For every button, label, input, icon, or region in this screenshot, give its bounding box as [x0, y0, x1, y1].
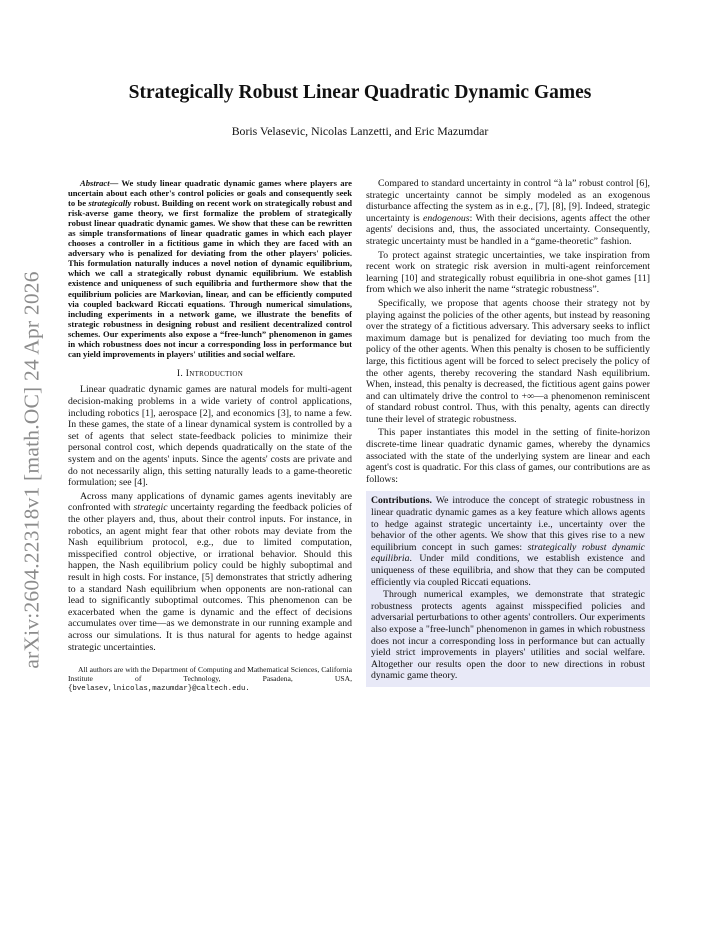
contributions-paragraph-1 [371, 495, 645, 588]
intro-paragraph-1: Linear quadratic dynamic games are natural models for multi-agent decision-making problems in a wide variety of control applications, including robotics [1], aerospace [2], and economics [3], to name a few. In these games, the state of a linear dynamical system is controlled by a set of agents that select state-feedback policies to minimize their personal control cost, which depends quadratically on the state of the system and on the agents' inputs. Since the agents' costs are private and do not necessarily align, this setting naturally leads to a game-theoretic formulation; see [4]. [68, 384, 352, 489]
right-paragraph-4: This paper instantiates this model in the setting of finite-horizon discrete-time linear quadratic dynamic games, whereby the dynamics associated with the state of the underlying system are linear and each agent's cost is quadratic. For this class of games, our contributions are as follows: [366, 427, 650, 485]
footnote-text: All authors are with the Department of Computing and Mathematical Sciences, California Institute of Technology, Pasadena, USA, [68, 665, 352, 684]
abstract [68, 178, 352, 359]
footnote-emails[interactable]: {bvelasev,lnicolas,mazumdar}@caltech.edu. [68, 685, 250, 694]
right-p1-after: : With their decisions, agents affect the other agents' decisions and, thus, the associated uncertainty. Consequently, strategic uncertainty must be handled in a “game-theoretic” fashion. [366, 212, 651, 247]
intro-p2-before: Across many applications of dynamic games agents inevitably are confronted with [68, 490, 352, 514]
contributions-label: Contributions. [371, 495, 432, 507]
right-p1-emph: endogenous [423, 212, 470, 224]
section-title: Introduction [185, 368, 244, 379]
contributions-box [366, 491, 650, 687]
paper-title: Strategically Robust Linear Quadratic Dynamic Games [128, 82, 592, 103]
left-column [68, 178, 352, 694]
abstract-text-after: robust. Building on recent work on strategically robust and risk-averse game theory, we first formalize the problem of strategically robust linear quadratic dynamic games. We show that these can be rewritten as simple transformations of linear quadratic games in which each player chooses a controller in a fictitious game in which they are faced with an adversary who is penalized for deviating from the other players' policies. This formulation naturally induces a novel notion of dynamic equilibrium, which we call a strategically robust dynamic equilibrium. We establish existence and uniqueness of such equilibria and furthermore show that the equilibrium policies are Markovian, linear, and can be efficiently computed via coupled backward Riccati equations. Through numerical simulations, including experiments in a network game, we illustrate the benefits of strategic robustness in designing robust and resilient decentralized control schemes. Our experiments also expose a “free-lunch” phenomenon in games in which robustness does not incur a corresponding loss in performance but can yield improvements in players' utilities and social welfare. [68, 198, 352, 359]
abstract-text-before: We study linear quadratic dynamic games where players are uncertain about each other's control policies or goals and consequently seek to be [68, 178, 352, 209]
paper-authors: Boris Velasevic, Nicolas Lanzetti, and Eric Mazumdar [231, 124, 489, 138]
arxiv-identifier [12, 270, 52, 670]
right-paragraph-3: Specifically, we propose that agents choose their strategy not by playing against the policies of the other agents, but instead by reasoning over the strategy of a fictitious adversary. This adversary seeks to inflict maximum damage but is penalized for deviating too much from the policy of the other agents. When this penalty is chosen to be sufficiently large, this fictitious agent will be forced to select precisely the policy of the other agents, thereby recovering the standard Nash equilibrium. When, instead, this penalty is decreased, the fictitious agent gains power and can ultimately drive the control to +∞—a phenomenon reminiscent of standard robust control. Thus, with this penalty, agents can directly tune their level of strategic robustness. [366, 297, 650, 425]
contributions-paragraph-2: Through numerical examples, we demonstrate that strategic robustness protects agents against misspecified policies and adversarial perturbations to other agents' controllers. Our experiments also expose a "free-lunch" phenomenon in games in which robustness does not incur a corresponding loss in performance but can actually yield strict improvements in players' utilities and social welfare. Altogether our results open the door to new directions in robust dynamic game theory. [371, 589, 645, 682]
intro-p2-after: uncertainty regarding the feedback policies of the other players and, thus, about their control inputs. For instance, in robotics, an agent might fear that other robots may deviate from the Nash equilibrium protocol, e.g., due to limited computation, misspecified control objective, or irrational behavior. Should this happen, the Nash equilibrium policy could be highly suboptimal and result in high costs. For instance, [5] demonstrates that strictly adhering to a standard Nash equilibrium when opponents are non-rational can lead to significantly suboptimal outcomes. This phenomenon can be exacerbated when the game is dynamic and the effect of decisions accumulates over time—as we demonstrate in our running example and across our simulations. It is thus natural for agents to hedge against strategic uncertainties. [68, 502, 352, 653]
section-numeral: I. [176, 368, 186, 379]
contributions-emph: strategically robust dynamic equilibria [371, 541, 645, 565]
contributions-text-before: We introduce the concept of strategic robustness in linear quadratic dynamic games as a key feature which allows agents to hedge against strategic uncertainty i.e., uncertainty over the behavior of the other agents. We show that this gives rise to a new equilibrium concept in such games: [371, 495, 645, 553]
right-paragraph-2: To protect against strategic uncertainties, we take inspiration from recent work on strategic risk aversion in multi-agent reinforcement learning [10] and strategically robust equilibria in one-shot games [11] from which we also inherit the name “strategic robustness”. [366, 249, 650, 296]
right-p1-before: Compared to standard uncertainty in control “à la” robust control [6], strategic uncertainty cannot be simply modeled as an exogenous disturbance affecting the system as in e.g., [7], [8], [9]. Indeed, strategic uncertainty is [366, 178, 650, 224]
right-paragraph-1 [366, 178, 650, 248]
section-heading-introduction [68, 369, 352, 381]
abstract-dash: — [109, 178, 122, 188]
intro-p2-emph: strategic [133, 502, 168, 514]
author-footnote [68, 665, 352, 694]
arxiv-identifier-text: arXiv:2604.22318v1 [math.OC] 24 Apr 2026 [19, 271, 44, 669]
contributions-text-after: . Under mild conditions, we establish existence and uniqueness of these equilibria, and show that they can be computed efficiently via coupled Riccati equations. [371, 553, 645, 588]
abstract-emph: strategically [88, 198, 132, 209]
right-column [366, 178, 650, 687]
abstract-lead: Abstract [80, 178, 110, 188]
intro-paragraph-2 [68, 491, 352, 653]
